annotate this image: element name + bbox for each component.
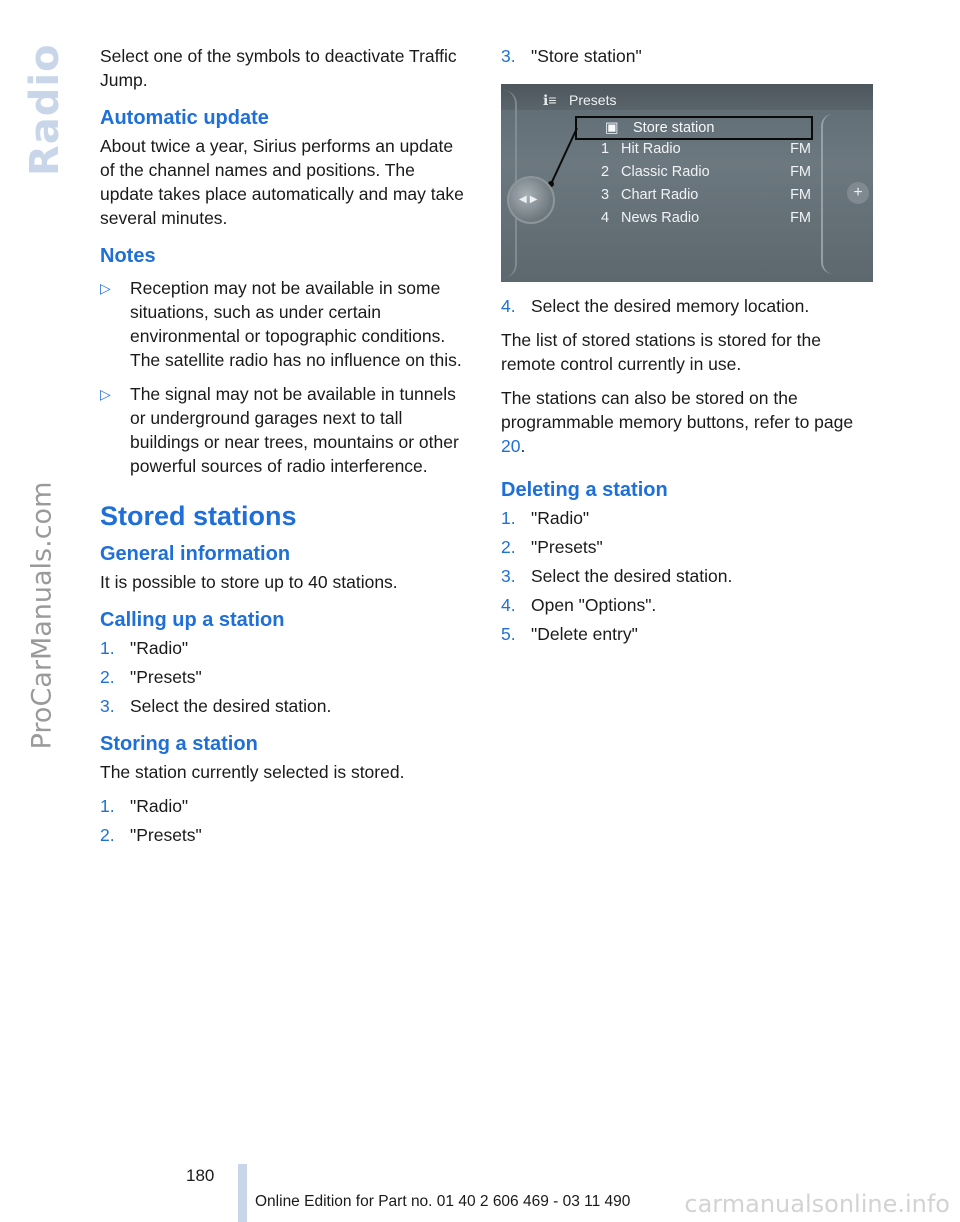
screen-title: Presets: [569, 92, 617, 108]
list-item: 3. "Store station": [501, 46, 642, 66]
list-item: 3. Select the desired station.: [501, 566, 733, 586]
deleting-steps: [501, 506, 873, 646]
note-text: Reception may not be available in some situations, such as under certain environmental or topographic conditions. The satellite radio has no influence on this.: [130, 278, 462, 370]
section-title-vertical: [18, 40, 68, 176]
heading-calling-up: Calling up a station: [100, 609, 285, 631]
heading-automatic-update: Automatic update: [100, 107, 269, 129]
page-number: 180: [186, 1166, 215, 1185]
list-item: 1. "Radio": [501, 508, 590, 528]
memory-buttons-note: The stations can also be stored on the programmable memory buttons, refer to page 20.: [501, 388, 854, 456]
page-reference-link[interactable]: 20: [501, 436, 521, 456]
intro-text: Select one of the symbols to deactivate Traffic Jump.: [100, 46, 457, 90]
footer-rule: [238, 1164, 247, 1222]
list-item: 1. "Radio": [100, 638, 189, 658]
storing-steps-final: [501, 294, 873, 318]
list-item: 2. "Presets": [100, 667, 202, 687]
storing-steps: [100, 794, 472, 847]
triangle-right-icon: ▷: [100, 386, 111, 402]
auto-update-body: About twice a year, Sirius performs an update of the channel names and positions. The update takes place automatically and may take several minutes.: [100, 136, 464, 228]
preset-row: 3 Chart Radio FM: [601, 187, 811, 203]
callout-line: [501, 84, 873, 282]
note-text: The signal may not be available in tunnels or underground garages next to tall buildings or near trees, mountains or other powerful sources of radio interference.: [130, 384, 459, 476]
save-icon: ▣: [605, 120, 619, 136]
preset-row: 2 Classic Radio FM: [601, 164, 811, 180]
watermark-vertical: [14, 470, 74, 760]
heading-stored-stations: Stored stations: [100, 501, 297, 531]
store-station-label: Store station: [633, 120, 715, 136]
site-watermark: carmanualsonline.info: [684, 1190, 950, 1218]
arrows-left-right-icon: ◀▶: [519, 194, 541, 205]
storing-body: The station currently selected is stored.: [100, 762, 405, 782]
list-item: 2. "Presets": [501, 537, 603, 557]
preset-row: 4 News Radio FM: [601, 210, 811, 226]
notes-list: [100, 276, 472, 478]
section-title: Radio: [22, 43, 68, 176]
presets-screen-image: [501, 84, 873, 282]
remote-control-note: The list of stored stations is stored for the remote control currently in use.: [501, 330, 822, 374]
list-item: 4. Open "Options".: [501, 595, 657, 615]
list-item: 2. "Presets": [100, 825, 202, 845]
list-item: 5. "Delete entry": [501, 624, 638, 644]
right-column: [501, 44, 873, 656]
heading-general-information: General information: [100, 543, 291, 565]
edition-text: Online Edition for Part no. 01 40 2 606 469 - 03 11 490: [255, 1193, 631, 1210]
heading-notes: Notes: [100, 245, 156, 267]
watermark-text: ProCarManuals.com: [26, 481, 58, 750]
left-column: [100, 44, 472, 857]
general-body: It is possible to store up to 40 stations.: [100, 572, 398, 592]
satellite-icon: ℹ≡: [543, 92, 557, 108]
list-item: [100, 276, 472, 372]
heading-deleting: Deleting a station: [501, 479, 668, 501]
storing-steps-continued: [501, 44, 873, 68]
list-item: [100, 382, 472, 478]
list-item: 1. "Radio": [100, 796, 189, 816]
triangle-right-icon: ▷: [100, 280, 111, 296]
preset-row: 1 Hit Radio FM: [601, 141, 811, 157]
list-item: 4. Select the desired memory location.: [501, 296, 810, 316]
calling-steps: [100, 636, 472, 718]
plus-icon: +: [847, 182, 869, 204]
heading-storing: Storing a station: [100, 733, 258, 755]
list-item: 3. Select the desired station.: [100, 696, 332, 716]
